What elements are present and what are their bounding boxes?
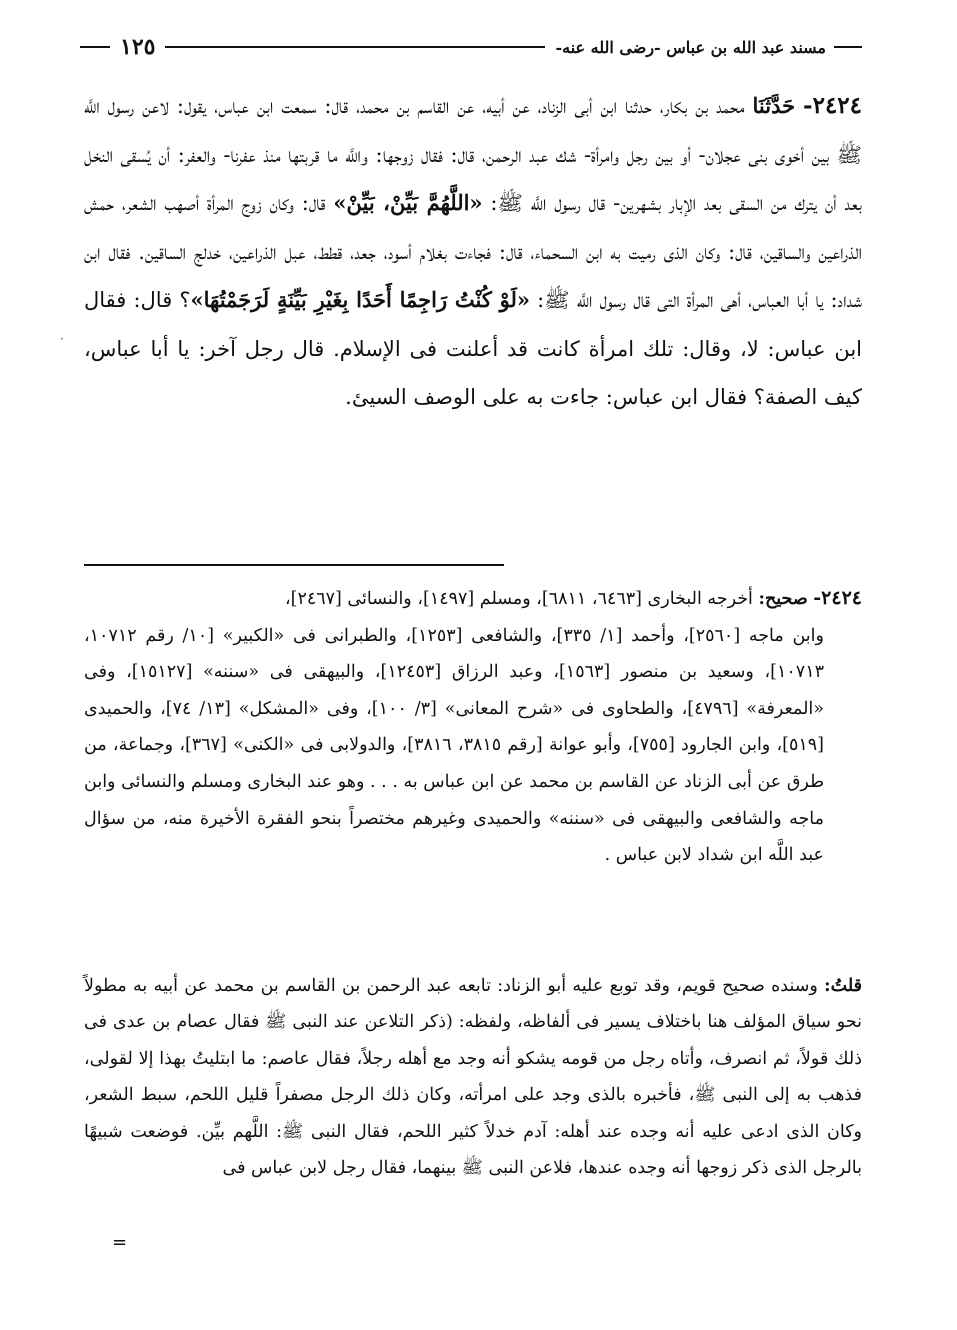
hadith-text: [84, 82, 862, 422]
header-title: مسند عبد الله بن عباس -رضى الله عنه-: [555, 37, 826, 57]
running-header: [80, 30, 862, 64]
prophetic-saying-1: «اللَّهُمَّ بَيِّنْ، بَيِّنْ»: [333, 190, 483, 215]
header-rule: [165, 46, 545, 48]
continuation-mark: =: [112, 1232, 128, 1253]
takhrij-grade: صحيح:: [758, 589, 808, 609]
prophetic-saying-2: «لَوْ كُنْتُ رَاجِمًا أَحَدًا بِغَيْرِ بَيِّنَةٍ لَرَجَمْتُهَا»: [190, 287, 530, 312]
qultu-commentary: [84, 968, 862, 1186]
hadith-number: ٢٤٢٤-: [803, 92, 863, 119]
hadith-text-part-a: محمد بن بكار، حدثنا ابن أبى الزناد، عن أبيه، عن القاسم بن محمد، قال: سمعت ابن عباس، يقول: لاعن رسول اللَّه ﷺ بين أخوى بنى عجلان- أو بين رجل وامرأة- شك عبد الرحمن، قال: فقال زوجها: واللَّه ما قربتها منذ عفرنا- والعفر: أن يُسقى النخل بعد أن يترك من السقى بعد الإبار بشهرين- قال رسول اللَّه ﷺ:: [84, 94, 862, 215]
takhrij-number: ٢٤٢٤-: [813, 587, 862, 609]
takhrij-first-line: أخرجه البخارى [٦٤٦٣، ٦٨١١]، ومسلم [١٤٩٧]، والنسائى [٢٤٦٧]،: [284, 589, 753, 609]
takhrij-sources: وابن ماجه [٢٥٦٠]، وأحمد [١/ ٣٣٥]، والشافعى [١٢٥٣]، والطبرانى فى «الكبير» [١٠/ رقم ١٠٧١٢، ١٠٧١٣]، وسعيد بن منصور [١٥٦٣]، وعبد الرزاق [١٢٤٥٣]، والبيهقى فى «سننه» [١٥١٢٧]، وفى «المعرفة» [٤٧٩٦]، والطحاوى فى «شرح المعانى» [٣/ ١٠٠]، وفى «المشكل» [١٣/ ٧٤]، والحميدى [٥١٩]، وابن الجارود [٧٥٥]، وأبو عوانة [رقم ٣٨١٥، ٣٨١٦]، والدولابى فى «الكنى» [٣٦٧]، وجماعة، من طرق عن أبى الزناد عن القاسم بن محمد عن ابن عباس به . . . وهو عند البخارى ومسلم والنسائى وابن ماجه والشافعى والبيهقى فى «سننه» والحميدى وغيرهم مختصراً بنحو الفقرة الأخيرة منه، من سؤال عبد اللَّه ابن شداد لابن عباس .: [84, 625, 824, 866]
haddathana-word: حَدَّثَنَا: [752, 93, 796, 118]
qultu-label: قلتُ:: [824, 976, 862, 996]
qultu-text: وسنده صحيح قويم، وقد توبع عليه أبو الزناد: تابعه عبد الرحمن بن القاسم بن محمد عن أبيه به مطولاً نحو سياق المؤلف هنا باختلاف يسير فى ألفاظه، ولفظه: (ذكر التلاعن عند النبى ﷺ فقال عصام بن عدى فى ذلك قولاً، ثم انصرف، وأتاه رجل من قومه يشكو أنه وجد مع أهله رجلاً، فقال عاصم: ما ابتليتُ بهذا إلا لقولى، فذهب به إلى النبى ﷺ، فأخبره بالذى وجد على امرأته، وكان ذلك الرجل مصفراً قليل اللحم، سبط الشعر، وكان الذى ادعى عليه أنه وجده عند أهله: آدم خدلاً كثير اللحم، فقال النبى ﷺ: اللَّهم بيِّن. فوضعت شبيهًا بالرجل الذى ذكر زوجها أنه وجده عندها، فلاعن النبى ﷺ بينهما، فقال رجل لابن عباس فى: [84, 976, 862, 1179]
text-footnote-separator: [84, 564, 504, 566]
page-number: ١٢٥: [120, 34, 156, 60]
hadith-text-part-c: ؟ قال: فقال ابن عباس: لا، وقال: تلك امرأة كانت قد أعلنت فى الإسلام. قال رجل آخر: يا أبا عباس، كيف الصفة؟ فقال ابن عباس: جاءت به على الوصف السيئ.: [84, 288, 862, 409]
header-dash-right: [834, 46, 862, 48]
margin-mark: ·: [60, 332, 64, 346]
takhrij-footnote: [84, 580, 862, 874]
hadith-text-part-b: قال: وكان زوج المرأة أصهب الشعر، حمش الذراعين والساقين، قال: وكان الذى رميت به ابن السحماء، قال: فجاءت بغلام أسود، جعد، قطط، عبل الذراعين، خدلج الساقين. فقال ابن شداد: يا أبا العباس، أهى المرأة التى قال رسول اللَّه ﷺ:: [84, 191, 862, 312]
header-dash-left: [80, 46, 110, 48]
